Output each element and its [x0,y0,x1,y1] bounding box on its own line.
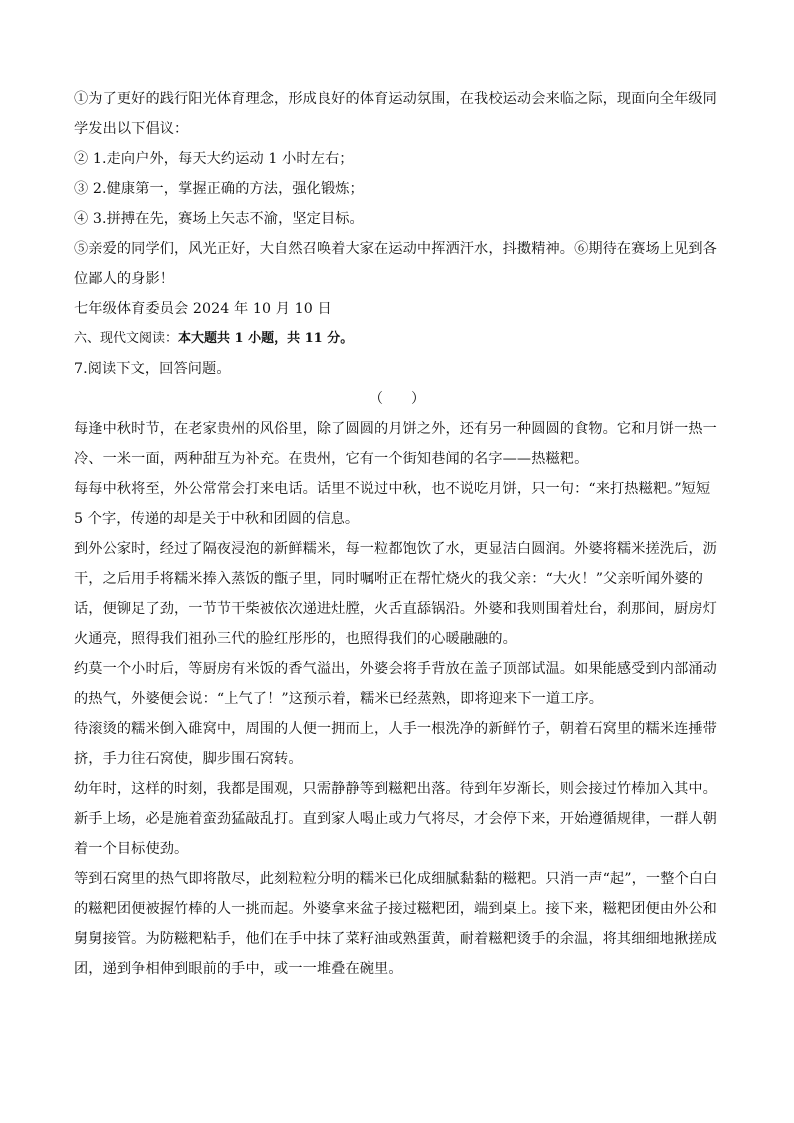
article-paragraph-5: 待滚烫的糯米倒入碓窝中，周围的人便一拥而上，人手一根洗净的新鲜竹子，朝着石窝里的糯米连捶带挤，手力往石窝使，脚步围石窝转。 [74,721,717,767]
question-instruction: 7.阅读下文，回答问题。 [74,361,231,377]
article-paragraph-3: 到外公家时，经过了隔夜浸泡的新鲜糯米，每一粒都饱饮了水，更显洁白圆润。外婆将糯米搓洗后，沥干，之后用手将糯米捧入蒸饭的甑子里，同时嘱咐正在帮忙烧火的我父亲：“大火！”父亲听闻外婆的话，便铆足了劲，一节节干柴被依次递进灶膛，火舌直舔锅沿。外婆和我则围着灶台，刹那间，厨房灯火通亮，照得我们祖孙三代的脸红彤彤的，也照得我们的心暖融融的。 [74,541,717,647]
article-paragraph-4: 约莫一个小时后，等厨房有米饭的香气溢出，外婆会将手背放在盖子顶部试温。如果能感受到内部涌动的热气，外婆便会说：“上气了！”这预示着，糯米已经蒸熟，即将迎来下一道工序。 [74,661,717,707]
proposal-signature: 七年级体育委员会 2024 年 10 月 10 日 [74,301,332,317]
document-page [74,84,720,984]
proposal-item-3: ④ 3.拼搏在先，赛场上矢志不渝，坚定目标。 [74,211,364,227]
article-paragraph-6: 幼年时，这样的时刻，我都是围观，只需静静等到糍粑出落。待到年岁渐长，则会接过竹棒加入其中。新手上场，必是施着蛮劲猛敲乱打。直到家人喝止或力气将尽，才会停下来，开始遵循规律，一群人朝着一个目标使劲。 [74,781,717,857]
article-paragraph-2: 每每中秋将至，外公常常会打来电话。话里不说过中秋，也不说吃月饼，只一句：“来打热糍粑。”短短 5 个字，传递的却是关于中秋和团圆的信息。 [74,481,711,527]
proposal-closing: ⑤亲爱的同学们，风光正好，大自然召唤着大家在运动中挥洒汗水，抖擞精神。⑥期待在赛场上见到各位鄙人的身影！ [74,241,717,287]
section-heading-bold: 本大题共 1 小题，共 11 分。 [178,331,354,346]
section-heading-prefix: 六、现代文阅读： [74,331,179,346]
proposal-item-1: ② 1.走向户外，每天大约运动 1 小时左右； [74,151,354,167]
title-blank: （ ） [369,391,425,407]
proposal-paragraph-1: ①为了更好的践行阳光体育理念，形成良好的体育运动氛围，在我校运动会来临之际，现面向全年级同学发出以下倡议： [74,91,717,137]
article-paragraph-7: 等到石窝里的热气即将散尽，此刻粒粒分明的糯米已化成细腻黏黏的糍粑。只消一声“起”，一整个白白的糍粑团便被握竹棒的人一挑而起。外婆拿来盆子接过糍粑团，端到桌上。接下来，糍粑团便由外公和舅舅接管。为防糍粑粘手，他们在手中抹了菜籽油或熟蛋黄，耐着糍粑烫手的余温，将其细细地揪搓成团，递到争相伸到眼前的手中，或一一堆叠在碗里。 [74,871,718,977]
section-heading [74,324,720,354]
proposal-item-2: ③ 2.健康第一，掌握正确的方法，强化锻炼； [74,181,364,197]
article-paragraph-1: 每逢中秋时节，在老家贵州的风俗里，除了圆圆的月饼之外，还有另一种圆圆的食物。它和月饼一热一冷、一米一面，两种甜互为补充。在贵州，它有一个街知巷闻的名字——热糍粑。 [74,421,717,467]
